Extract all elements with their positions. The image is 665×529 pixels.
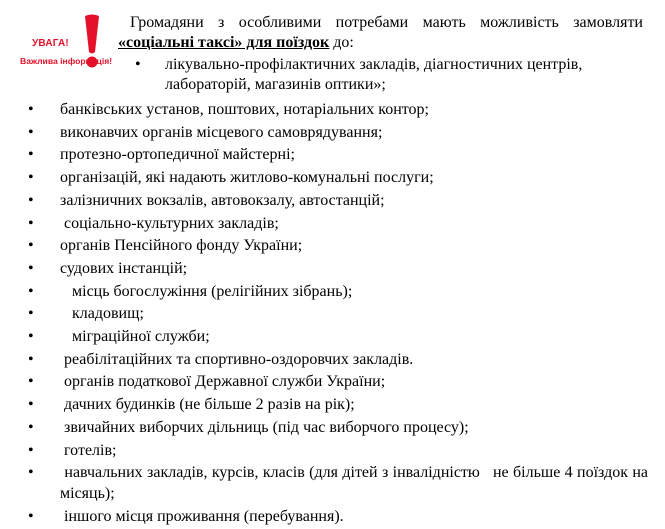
list-item [28,258,648,281]
list-item-text: іншого місця проживання (перебування). [60,508,344,526]
logo-info-text: Важлива інформація! [20,56,113,66]
bullet-icon: • [28,305,34,323]
bullet-icon: • [28,191,34,209]
list-item [28,349,648,372]
list-item-text: дачних будинків (не більше 2 разів на рік); [60,396,355,414]
list-item [28,190,648,213]
list-item-text: міграційної служби; [60,328,210,346]
logo-warning-text: УВАГА! [32,38,69,49]
bullet-icon: • [28,237,34,255]
bullet-icon: • [28,373,34,391]
list-item-text: реабілітаційних та спортивно-оздоровчих закладів. [60,350,414,368]
list-item [28,122,648,145]
list-item [28,394,648,417]
bullet-icon: • [28,396,34,414]
bullet-icon: • [28,169,34,187]
list-item [28,417,648,440]
list-item-text: готелів; [60,441,117,459]
list-item [28,281,648,304]
intro-text-end: до: [329,34,354,51]
list-item [28,462,653,504]
list-item [28,144,648,167]
list-item [28,371,648,394]
list-item-text: місць богослужіння (релігійних зібрань); [60,282,353,300]
bullet-icon: • [28,441,34,459]
destinations-list [28,99,653,529]
list-item-text: кладовищ; [60,305,144,323]
list-item [28,440,648,463]
intro-paragraph [118,13,643,53]
bullet-icon: • [28,508,34,526]
list-item [28,99,648,122]
social-taxi-label: «соціальні таксі» для поїздок [118,34,330,51]
bullet-icon: • [28,328,34,346]
list-item-text: звичайних виборчих дільниць (під час виборчого процесу); [60,418,469,436]
list-item-text: залізничних вокзалів, автовокзалу, автостанцій; [60,191,385,209]
bullet-icon: • [28,418,34,436]
sub-list-item [135,55,645,95]
sub-list-item-text: лікувально-профілактичних закладів, діагностичних центрів, лабораторій, магазинів оптики»; [165,56,583,93]
attention-logo [20,14,113,76]
bullet-icon: • [28,123,34,141]
bullet-icon: • [28,146,34,164]
list-item [28,303,648,326]
bullet-icon: • [28,259,34,277]
list-item [28,506,648,529]
list-item-text: органів Пенсійного фонду України; [60,237,303,255]
bullet-icon: • [28,101,34,118]
list-item-text: навчальних закладів, курсів, класів (для дітей з інвалідністю не більше 4 поїздок на місяць); [60,464,653,503]
list-item-text: органів податкової Державної служби України; [60,373,386,391]
list-item [28,235,648,258]
list-item-text: соціально-культурних закладів; [60,214,279,232]
list-item [28,326,648,349]
bullet-icon: • [28,282,34,300]
list-item [28,167,648,190]
bullet-icon: • [135,56,141,73]
list-item-text: виконавчих органів місцевого самоврядування; [60,123,383,141]
list-item-text: організацій, які надають житлово-комунальні послуги; [60,169,434,187]
list-item [28,213,648,236]
list-item-text: банківських установ, поштових, нотаріальних контор; [60,101,429,118]
bullet-icon: • [28,350,34,368]
intro-text: Громадяни з особливими потребами мають можливість замовляти [130,14,643,31]
list-item-text: протезно-ортопедичної майстерні; [60,146,295,164]
bullet-icon: • [28,214,34,232]
list-item-text: судових інстанцій; [60,259,188,277]
bullet-icon: • [28,464,34,482]
